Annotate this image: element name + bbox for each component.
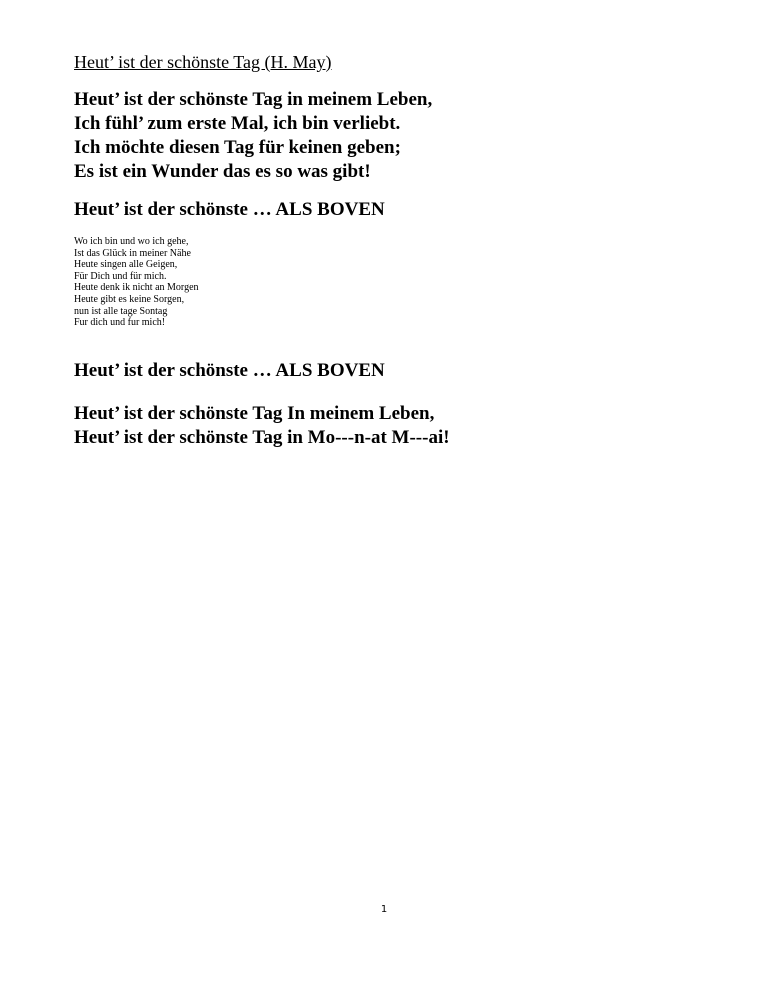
chorus-reference: Heut’ ist der schönste … ALS BOVEN	[74, 199, 385, 220]
verse-line: Ich fühl’ zum erste Mal, ich bin verliebt.	[74, 113, 401, 134]
verse-line: Heute denk ik nicht an Morgen	[74, 282, 199, 294]
verse-line: Für Dich und für mich.	[74, 270, 167, 282]
verse-line: Heut’ ist der schönste Tag in meinem Leben,	[74, 89, 433, 110]
page-title: Heut’ ist der schönste Tag (H. May)	[74, 52, 332, 72]
verse-line: nun ist alle tage Sontag	[74, 305, 168, 317]
verse-line: Ist das Glück in meiner Nähe	[74, 247, 191, 259]
verse-line: Es ist ein Wunder das es so was gibt!	[74, 161, 371, 182]
verse-line: Heute gibt es keine Sorgen,	[74, 293, 185, 305]
verse-one	[74, 88, 432, 184]
verse-line: Wo ich bin und wo ich gehe,	[74, 236, 189, 247]
verse-line: Heute singen alle Geigen,	[74, 259, 178, 271]
page-number: 1	[380, 904, 388, 915]
verse-line: Fur dich und fur mich!	[74, 317, 166, 329]
verse-two	[74, 236, 199, 329]
verse-line: Heut’ ist der schönste Tag In meinem Leben,	[74, 403, 435, 424]
verse-line: Ich möchte diesen Tag für keinen geben;	[74, 137, 401, 158]
verse-final	[74, 402, 450, 450]
verse-line: Heut’ ist der schönste Tag in Mo---n-at M---ai!	[74, 427, 450, 448]
chorus-reference-2: Heut’ ist der schönste … ALS BOVEN	[74, 360, 385, 381]
